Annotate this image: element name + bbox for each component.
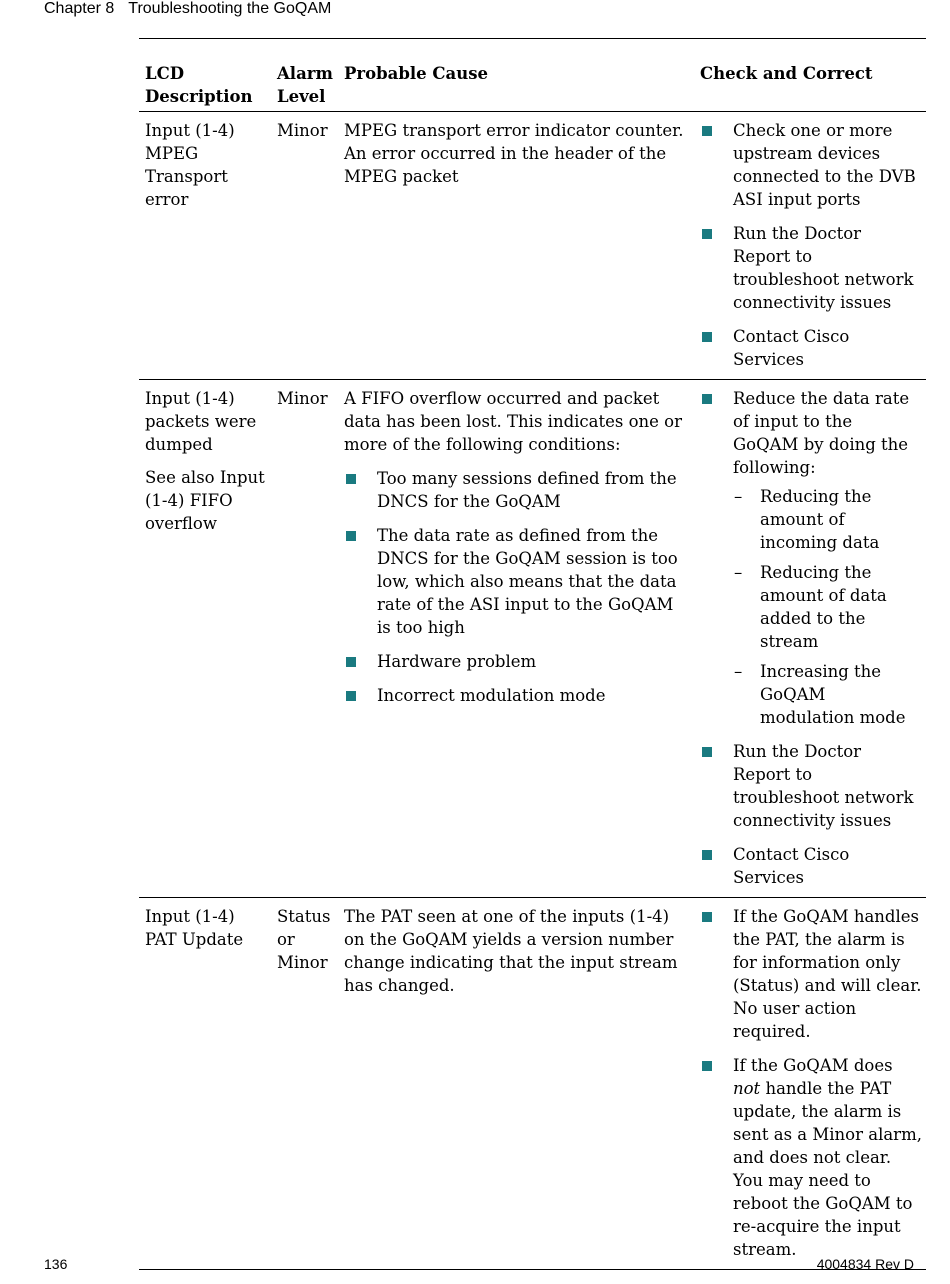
table-row (139, 898, 926, 1270)
cause-item-text: The data rate as defined from the DNCS for the GoQAM session is too low, which also means that the data rate of the ASI input to the GoQAM is too high (377, 526, 678, 637)
square-bullet-icon (346, 474, 356, 484)
check-list (700, 119, 922, 371)
alarm-level-cell: Minor (277, 389, 328, 408)
check-list-item (700, 843, 922, 889)
alarm-table (139, 38, 926, 1270)
lcd-description-cell (139, 380, 271, 898)
check-sub-item (733, 561, 922, 653)
header-alarm-level: Alarm Level (277, 64, 333, 106)
table-row (139, 112, 926, 380)
check-sub-list (733, 485, 922, 729)
document-id: 4004834 Rev D (816, 1256, 914, 1272)
probable-cause-cell (338, 380, 694, 898)
dash-bullet-icon: – (734, 563, 743, 582)
check-sub-item (733, 660, 922, 729)
running-header (44, 0, 331, 18)
lcd-description-text: Input (1-4) MPEG Transport error (145, 121, 235, 209)
check-item-text: If the GoQAM does not handle the PAT update, the alarm is sent as a Minor alarm, and does not clear. You may need to reboot the GoQAM to re-acquire the input stream. (733, 1056, 922, 1259)
check-list-item (700, 905, 922, 1043)
lcd-description-text: See also Input (1-4) FIFO overflow (145, 468, 265, 533)
check-item-text: If the GoQAM handles the PAT, the alarm is for information only (Status) and will clear. No user action required. (733, 907, 922, 1041)
alarm-level-cell: Status or Minor (277, 907, 331, 972)
check-list (700, 905, 922, 1261)
check-and-correct-cell (694, 898, 926, 1270)
square-bullet-icon (702, 850, 712, 860)
cause-item-text: Incorrect modulation mode (377, 686, 606, 705)
emphasis-text: not (733, 1079, 761, 1098)
check-item-text: Run the Doctor Report to troubleshoot network connectivity issues (733, 742, 914, 830)
probable-cause-cell (338, 898, 694, 1270)
check-sub-item (733, 485, 922, 554)
probable-cause-cell (338, 112, 694, 380)
check-list-item (700, 740, 922, 832)
square-bullet-icon (702, 126, 712, 136)
cause-text: A FIFO overflow occurred and packet data has been lost. This indicates one or more of the following conditions: (344, 389, 682, 454)
cause-item-text: Too many sessions defined from the DNCS for the GoQAM (377, 469, 677, 511)
check-list-item (700, 119, 922, 211)
square-bullet-icon (702, 747, 712, 757)
table-row (139, 380, 926, 898)
check-item-text: Check one or more upstream devices connected to the DVB ASI input ports (733, 121, 916, 209)
table-header-row (139, 39, 926, 112)
check-list-item (700, 222, 922, 314)
lcd-description-text: Input (1-4) PAT Update (145, 907, 244, 949)
cause-list-item (344, 467, 690, 513)
check-sub-item-text: Reducing the amount of data added to the stream (760, 563, 887, 651)
cause-list-item (344, 650, 690, 673)
check-item-text: Contact Cisco Services (733, 845, 850, 887)
square-bullet-icon (702, 394, 712, 404)
square-bullet-icon (346, 657, 356, 667)
header-lcd-description: LCD Description (145, 64, 253, 106)
chapter-title: Troubleshooting the GoQAM (128, 0, 332, 17)
check-sub-item-text: Reducing the amount of incoming data (760, 487, 880, 552)
square-bullet-icon (702, 332, 712, 342)
alarm-level-cell: Minor (277, 121, 328, 140)
check-item-text: Contact Cisco Services (733, 327, 850, 369)
check-list (700, 387, 922, 889)
check-and-correct-cell (694, 112, 926, 380)
square-bullet-icon (346, 691, 356, 701)
cause-list-item (344, 684, 690, 707)
check-sub-item-text: Increasing the GoQAM modulation mode (760, 662, 906, 727)
chapter-label: Chapter 8 (44, 0, 115, 17)
cause-list-item (344, 524, 690, 639)
cause-text: The PAT seen at one of the inputs (1-4) on the GoQAM yields a version number change indicating that the input stream has changed. (344, 907, 678, 995)
lcd-description-text: Input (1-4) packets were dumped (145, 389, 257, 454)
check-and-correct-cell (694, 380, 926, 898)
check-list-item (700, 1054, 922, 1261)
dash-bullet-icon: – (734, 662, 743, 681)
dash-bullet-icon: – (734, 487, 743, 506)
header-probable-cause: Probable Cause (344, 64, 488, 83)
lcd-description-cell (139, 112, 271, 380)
cause-item-text: Hardware problem (377, 652, 537, 671)
check-item-text: Reduce the data rate of input to the GoQAM by doing the following: (733, 389, 910, 477)
check-list-item (700, 325, 922, 371)
square-bullet-icon (702, 912, 712, 922)
square-bullet-icon (346, 531, 356, 541)
header-check-and-correct: Check and Correct (700, 64, 873, 83)
square-bullet-icon (702, 1061, 712, 1071)
page-number: 136 (44, 1256, 68, 1272)
check-list-item (700, 387, 922, 729)
square-bullet-icon (702, 229, 712, 239)
cause-list (344, 467, 690, 707)
lcd-description-cell (139, 898, 271, 1270)
cause-text: MPEG transport error indicator counter. An error occurred in the header of the MPEG packet (344, 121, 684, 186)
check-item-text: Run the Doctor Report to troubleshoot network connectivity issues (733, 224, 914, 312)
